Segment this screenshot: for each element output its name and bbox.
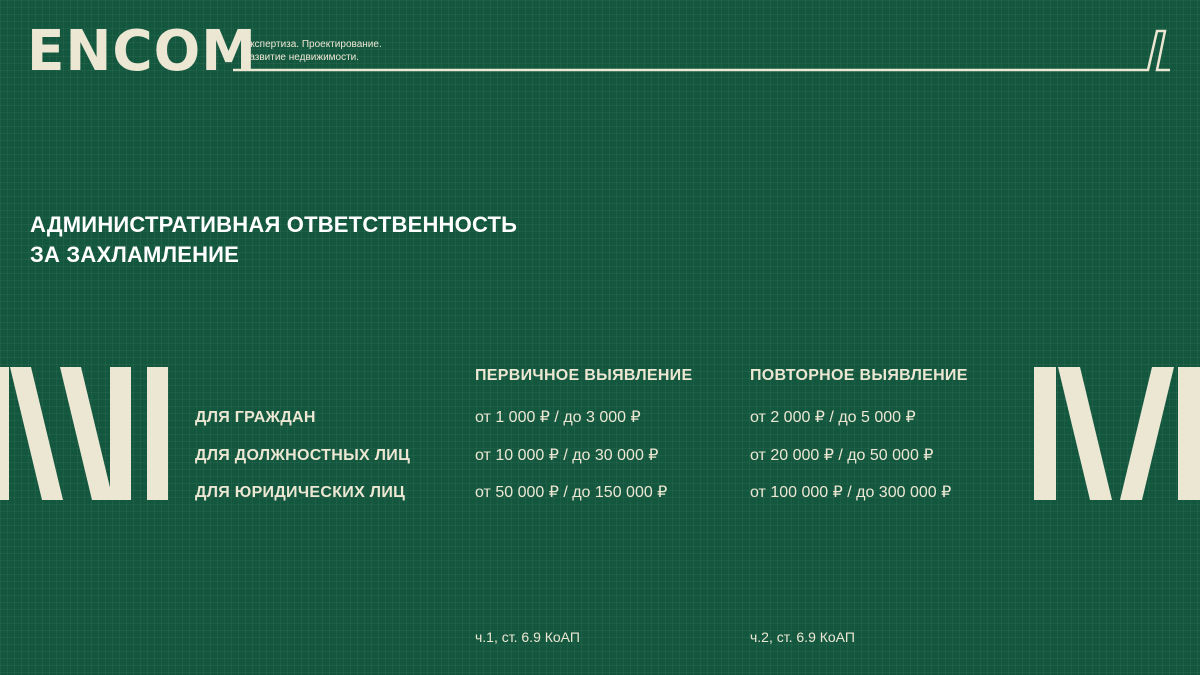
tagline-line-2: Развитие недвижимости. bbox=[243, 52, 360, 63]
fine-citizens-repeat: от 2 000 ₽ / до 5 000 ₽ bbox=[750, 409, 916, 426]
law-reference-primary: ч.1, ст. 6.9 КоАП bbox=[475, 629, 580, 645]
page-title-line-2: ЗА ЗАХЛАМЛЕНИЕ bbox=[30, 242, 240, 267]
column-header-repeat: ПОВТОРНОЕ ВЫЯВЛЕНИЕ bbox=[750, 367, 968, 384]
left-m-glyph-icon bbox=[0, 367, 168, 500]
fine-legal-primary: от 50 000 ₽ / до 150 000 ₽ bbox=[475, 484, 668, 501]
fine-officials-repeat: от 20 000 ₽ / до 50 000 ₽ bbox=[750, 447, 934, 464]
fine-officials-primary: от 10 000 ₽ / до 30 000 ₽ bbox=[475, 447, 659, 464]
tagline-line-1: Экспертиза. Проектирование. bbox=[243, 39, 382, 50]
row-label-officials: ДЛЯ ДОЛЖНОСТНЫХ ЛИЦ bbox=[195, 447, 411, 464]
row-label-citizens: ДЛЯ ГРАЖДАН bbox=[195, 409, 316, 426]
right-m-glyph-icon bbox=[1034, 367, 1200, 500]
fine-legal-repeat: от 100 000 ₽ / до 300 000 ₽ bbox=[750, 484, 952, 501]
fine-citizens-primary: от 1 000 ₽ / до 3 000 ₽ bbox=[475, 409, 641, 426]
law-reference-repeat: ч.2, ст. 6.9 КоАП bbox=[750, 629, 855, 645]
page-title-line-1: АДМИНИСТРАТИВНАЯ ОТВЕТСТВЕННОСТЬ bbox=[30, 212, 518, 237]
column-header-primary: ПЕРВИЧНОЕ ВЫЯВЛЕНИЕ bbox=[475, 367, 693, 384]
row-label-legal-entities: ДЛЯ ЮРИДИЧЕСКИХ ЛИЦ bbox=[195, 484, 406, 501]
encom-logo: ENCOM bbox=[27, 19, 257, 84]
